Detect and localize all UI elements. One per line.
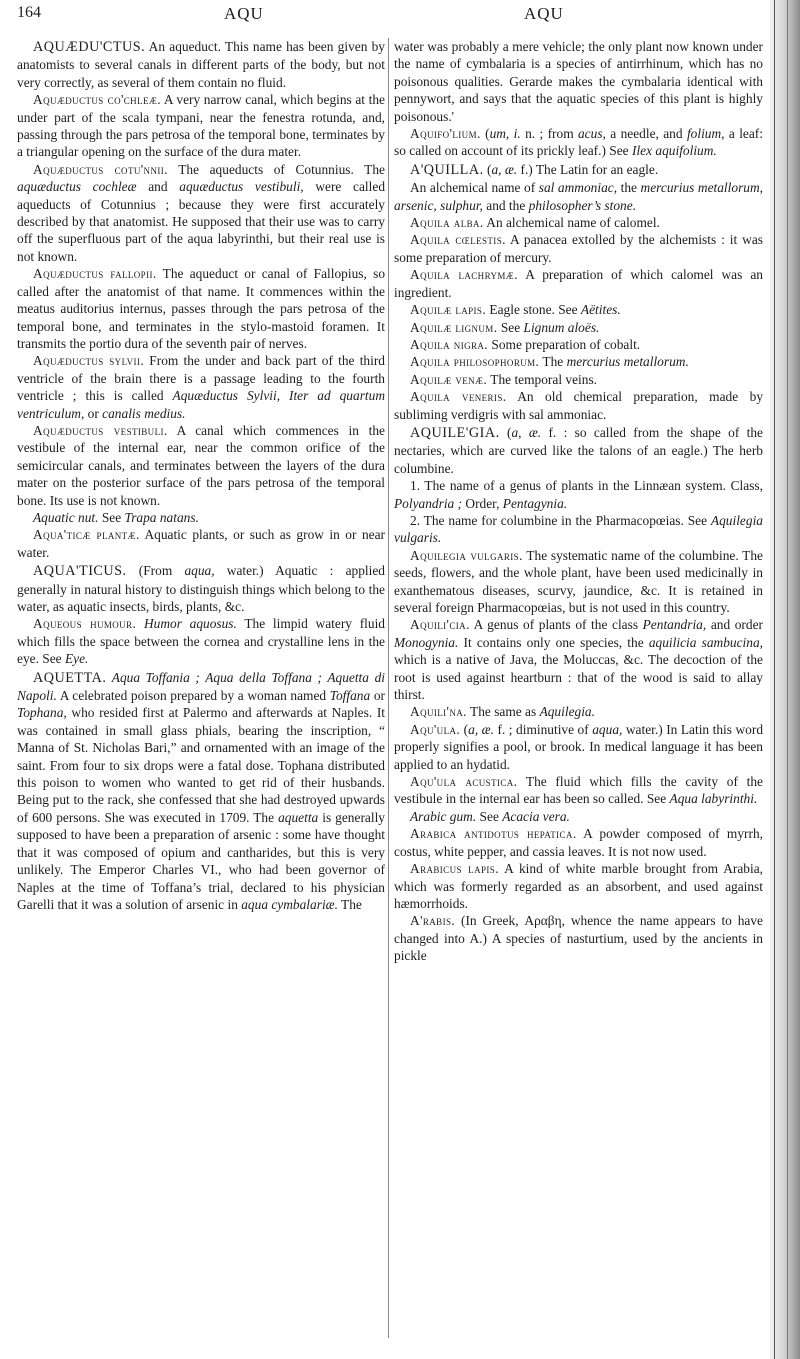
- entry-aquila-philosophorum: Aquila philosophorum. The mercurius metallorum.: [410, 354, 689, 370]
- entry-arabic-gum: Arabic gum. See Acacia vera.: [410, 808, 570, 824]
- entry-aquilae-lapis: Aquilæ lapis. Eagle stone. See Aëtites.: [410, 302, 621, 318]
- entry-aquula-acustica: Aqu'ula acustica. The fluid which fills the cavity of the vestibule in the internal ear has been so called. See Aqua labyrinthi.: [394, 774, 763, 807]
- entry-aquilicia: Aquili'cia. A genus of plants of the class Pentandria, and order Monogynia. It contains only one species, the aquilicia sambucina, which is a native of Java, the Moluccas, &c. The decoction of the root is used against heartburn : that of the wood is said to allay thirst.: [394, 617, 763, 703]
- entry-aquilla: A'QUILLA. (a, æ. f.) The Latin for an eagle.: [410, 161, 659, 178]
- entry-aquilae-venae: Aquilæ venæ. The temporal veins.: [410, 371, 597, 387]
- entry-aquaticus: AQUA'TICUS. (From aqua, water.) Aquatic : applied generally in natural history to distinguish things which belong to the water, as aquatic insects, birds, plants, &c.: [17, 563, 385, 614]
- entry-aquilegia-sense-1: 1. The name of a genus of plants in the Linnæan system. Class, Polyandria ; Order, Pentagynia.: [394, 478, 763, 511]
- entry-aquilegia-vulgaris: Aquilegia vulgaris. The systematic name of the columbine. The seeds, flowers, and the whole plant, have been used medicinally in exanthematous diseases, scurvy, jaundice, &c. It is retained in several foreign Pharmacopœias, but is not used in this country.: [394, 547, 763, 615]
- entry-aquula: Aqu'ula. (a, æ. f. ; diminutive of aqua, water.) In Latin this word properly signifies a pool, or brook. In medical language it has been applied to an hydatid.: [394, 721, 764, 772]
- entry-aquilegia: AQUILE'GIA. (a, æ. f. : so called from the shape of the nectaries, which are curved like the talons of an eagle.) The herb columbine.: [394, 424, 764, 476]
- entry-aquila-nigra: Aquila nigra. Some preparation of cobalt.: [410, 336, 641, 352]
- column-divider: [388, 38, 389, 1338]
- running-head-right: AQU: [524, 4, 564, 23]
- entry-aqueous-humour: Aqueous humour. Humor aquosus. The limpid watery fluid which fills the space between the cornea and crystalline lens in the eye. See Eye.: [17, 616, 385, 667]
- entry-aquilegia-sense-2: 2. The name for columbine in the Pharmacopœias. See Aquilegia vulgaris.: [394, 512, 763, 546]
- page-edge-line: [774, 0, 775, 1359]
- entry-aquaticae-plantae: Aqua'ticæ plantæ. Aquatic plants, or such as grow in or near water.: [17, 527, 385, 560]
- entry-aquetta: AQUETTA. Aqua Toffania ; Aqua della Toffana ; Aquetta di Napoli. A celebrated poison prepared by a woman named Toffana or Tophana, who resided first at Palermo and afterwards at Naples. It was contained in small glass phials, bearing the inscription, “ Manna of St. Nicholas Bari,” and ornamented with an image of the saint. From four to six drops were a fatal dose. Tophana distributed this poison to women who wanted to get rid of their husbands. Being put to the rack, she confessed that she had destroyed upwards of 600 persons. She was executed in 1709. The aquetta is generally supposed to have been a preparation of arsenic : some have thought that it was composed of opium and cantharides, but this is very unlikely. The Emperor Charles VI., who had been governor of Naples at the time of Toffana’s trial, declared to his physician Garelli that it was a solution of arsenic in aqua cymbalariæ. The: [17, 669, 385, 912]
- entry-aquaeductus-cochleae: Aquæductus co'chleæ. A very narrow canal, which begins at the under part of the scala tympani, near the fenestra rotunda, and, passing through the pars petrosa of the temporal bone, terminates by a triangular opening on the surface of the dura mater.: [17, 92, 385, 160]
- right-column: [394, 38, 763, 965]
- entry-aquaeductus-vestibuli: Aquæductus vestibuli. A canal which commences in the vestibule of the internal ear, near the common orifice of the semicircular canals, and terminates between the layers of the dura mater on the posterior surface of the pars petrosa of the temporal bone. Its use is not known.: [17, 422, 385, 508]
- entry-aquaeductus: AQUÆDU'CTUS. An aqueduct. This name has been given by anatomists to several canals in different parts of the body, but not very correctly, as several of them contain no fluid.: [17, 39, 385, 90]
- entry-arabica-antidotus: Arabica antidotus hepatica. A powder composed of myrrh, costus, white pepper, and cassia leaves. It is not now used.: [394, 826, 763, 859]
- entry-aquifolium: Aquifo'lium. (um, i. n. ; from acus, a needle, and folium, a leaf: so called on account of its prickly leaf.) See Ilex aquifolium.: [394, 126, 763, 159]
- entry-aquaeductus-cotunnii: Aquæductus cotu'nnii. The aqueducts of Cotunnius. The aquæductus cochleæ and aquæductus vestibuli, were called aqueducts of Cotunnius ; because they were first accurately described by that anatomist. He supposed that their use was to carry off the superfluous part of the aqua labyrinthi, but their real use is not known.: [17, 161, 386, 264]
- running-head-left: AQU: [224, 4, 264, 23]
- entry-arabicus-lapis: Arabicus lapis. A kind of white marble brought from Arabia, which was formerly regarded as an absorbent, and used against hæmorrhoids.: [394, 861, 763, 911]
- entry-aquilae-lignum: Aquilæ lignum. See Lignum aloës.: [410, 319, 600, 335]
- entry-aquila-lachrymae: Aquila lachrymæ. A preparation of which calomel was an ingredient.: [394, 267, 763, 300]
- entry-aquila-veneris: Aquila veneris. An old chemical preparation, made by subliming verdigris with sal ammoniac.: [394, 389, 764, 422]
- entry-aquilina: Aquili'na. The same as Aquilegia.: [410, 704, 595, 720]
- entry-aquilla-alchemical: An alchemical name of sal ammoniac, the mercurius metallorum, arsenic, sulphur, and the philosopher’s stone.: [394, 180, 763, 213]
- entry-aquetta-continued: water was probably a mere vehicle; the only plant now known under the name of cymbalaria is a species of antirrhinum, which has no poisonous qualities. Gerarde makes the cymbalaria identical with pennywort, and says that the aquatic species of this plant is highly poisonous.': [394, 39, 763, 124]
- entry-aquaeductus-sylvii: Aquæductus sylvii. From the under and back part of the third ventricle of the brain there is a passage leading to the fourth ventricle ; this is called Aquæductus Sylvii, Iter ad quartum ventriculum, or canalis medius.: [17, 353, 385, 421]
- entry-aquila-alba: Aquila alba. An alchemical name of calomel.: [410, 215, 660, 231]
- page-header: [0, 4, 800, 34]
- entry-aquaeductus-fallopii: Aquæductus fallopii. The aqueduct or canal of Fallopius, so called after the anatomist of that name. It commences within the meatus auditorius internus, passes through the pars petrosa of the temporal bone, and terminates in the stylo-mastoid foramen. It transmits the portio dura of the seventh pair of nerves.: [17, 266, 386, 351]
- left-column: [17, 38, 385, 913]
- entry-aquatic-nut: Aquatic nut. See Trapa natans.: [33, 509, 199, 525]
- entry-aquila-coelestis: Aquila cœlestis. A panacea extolled by the alchemists : it was some preparation of mercury.: [394, 232, 763, 265]
- page-number: 164: [17, 4, 41, 21]
- page-edge-line: [787, 0, 788, 1359]
- entry-arabis: A'rabis. (In Greek, Αραβη, whence the name appears to have changed into A.) A species of nasturtium, used by the ancients in pickle: [394, 913, 764, 964]
